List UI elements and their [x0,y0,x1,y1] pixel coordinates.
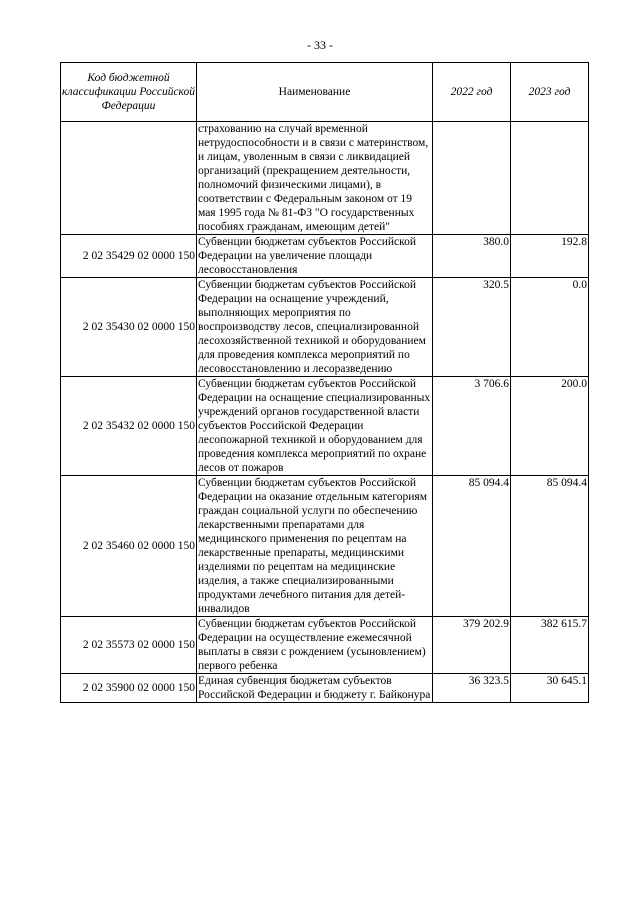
budget-code: 2 02 35429 02 0000 150 [61,235,197,278]
item-name: Субвенции бюджетам субъектов Российской Федерации на увеличение площади лесовосстановления [197,235,433,278]
item-name: Субвенции бюджетам субъектов Российской Федерации на оснащение учреждений, выполняющих мероприятия по воспроизводству лесов, специализированной лесохозяйственной техникой и оборудованием для проведения комплекса мероприятий по лесовосстановлению и лесоразведению [197,278,433,377]
budget-code [61,122,197,235]
amount-2022: 379 202.9 [433,617,511,674]
amount-2023: 30 645.1 [511,674,589,703]
amount-2023: 85 094.4 [511,476,589,617]
amount-2023: 382 615.7 [511,617,589,674]
budget-code: 2 02 35430 02 0000 150 [61,278,197,377]
table-row [61,235,589,278]
table-row [61,674,589,703]
amount-2023: 200.0 [511,377,589,476]
header-year-2023: 2023 год [511,63,589,122]
amount-2022: 320.5 [433,278,511,377]
table-row [61,278,589,377]
amount-2023: 192.8 [511,235,589,278]
amount-2022: 380.0 [433,235,511,278]
header-year-2022: 2022 год [433,63,511,122]
table-header-row [61,63,589,122]
amount-2022: 36 323.5 [433,674,511,703]
budget-code: 2 02 35432 02 0000 150 [61,377,197,476]
amount-2023 [511,122,589,235]
item-name: Субвенции бюджетам субъектов Российской Федерации на оснащение специализированных учреждений органов государственной власти субъектов Российской Федерации лесопожарной техникой и оборудованием для проведения комплекса мероприятий по охране лесов от пожаров [197,377,433,476]
budget-code: 2 02 35573 02 0000 150 [61,617,197,674]
table-row [61,377,589,476]
amount-2022: 3 706.6 [433,377,511,476]
item-name: Субвенции бюджетам субъектов Российской Федерации на осуществление ежемесячной выплаты в связи с рождением (усыновлением) первого ребенка [197,617,433,674]
header-name: Наименование [197,63,433,122]
header-code: Код бюджетной классификации Российской Федерации [61,63,197,122]
item-name: Единая субвенция бюджетам субъектов Российской Федерации и бюджету г. Байконура [197,674,433,703]
item-name: страхованию на случай временной нетрудоспособности и в связи с материнством, и лицам, уволенным в связи с ликвидацией организаций (прекращением деятельности, полномочий физическими лицами), в соответствии с Федеральным законом от 19 мая 1995 года № 81-ФЗ "О государственных пособиях гражданам, имеющим детей" [197,122,433,235]
amount-2023: 0.0 [511,278,589,377]
table-row [61,122,589,235]
table-row [61,476,589,617]
amount-2022: 85 094.4 [433,476,511,617]
table-row [61,617,589,674]
budget-code: 2 02 35900 02 0000 150 [61,674,197,703]
budget-table [60,62,589,703]
amount-2022 [433,122,511,235]
budget-code: 2 02 35460 02 0000 150 [61,476,197,617]
item-name: Субвенции бюджетам субъектов Российской Федерации на оказание отдельным категориям граждан социальной услуги по обеспечению лекарственными препаратами для медицинского применения по рецептам на лекарственные препараты, медицинскими изделиями по рецептам на медицинские изделия, а также специализированными продуктами лечебного питания для детей-инвалидов [197,476,433,617]
page-number: - 33 - [307,38,333,52]
